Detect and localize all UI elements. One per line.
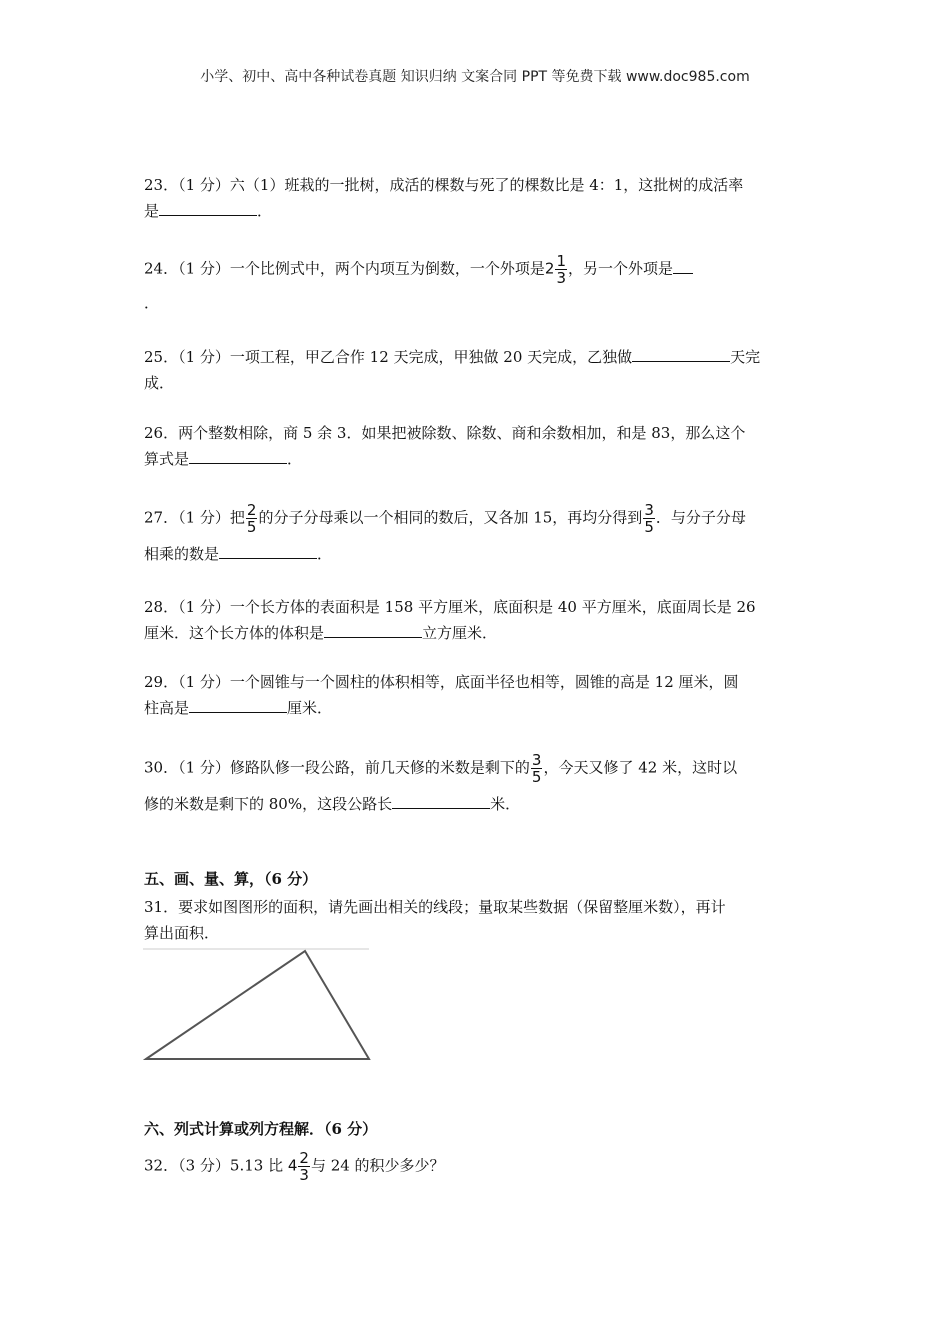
fraction: $\frac{2}{5}$ bbox=[246, 501, 257, 536]
question-24-line2: ． bbox=[144, 294, 160, 312]
fraction: $\frac{3}{5}$ bbox=[531, 751, 542, 786]
fraction: $\frac{2}{3}$ bbox=[299, 1149, 309, 1184]
question-26-line1: 26．两个整数相除，商 5 余 3．如果把被除数、除数、商和余数相加，和是 83，那么这个 bbox=[144, 424, 746, 442]
question-29-line2: 柱高是 厘米． bbox=[144, 695, 809, 721]
answer-blank[interactable] bbox=[673, 257, 693, 274]
question-23 bbox=[144, 172, 809, 224]
answer-blank[interactable] bbox=[159, 199, 257, 216]
triangle-shape bbox=[146, 951, 369, 1059]
answer-blank[interactable] bbox=[189, 696, 287, 713]
answer-blank[interactable] bbox=[189, 447, 287, 464]
question-28 bbox=[144, 594, 809, 646]
question-32 bbox=[144, 1150, 809, 1183]
question-30-line1: 30．（1 分）修路队修一段公路，前几天修的米数是剩下的 $\frac{3}{5}$ ，今天又修了 42 米，这时以 bbox=[144, 751, 738, 786]
fraction: $\frac{3}{5}$ bbox=[644, 501, 654, 536]
question-25-line2: 成． bbox=[144, 374, 175, 392]
question-31-line1: 31．要求如图图形的面积，请先画出相关的线段；量取某些数据（保留整厘米数），再计 bbox=[144, 898, 726, 916]
section-6-title: 六、列式计算或列方程解．（6 分） bbox=[144, 1120, 378, 1138]
question-25 bbox=[144, 344, 809, 396]
question-24-line1: 24．（1 分）一个比例式中，两个内项互为倒数，一个外项是2 $\frac{1}{3}$ ，另一个外项是 bbox=[144, 253, 809, 286]
question-23-line2: 是 ． bbox=[144, 198, 809, 224]
answer-blank[interactable] bbox=[219, 542, 317, 559]
question-29 bbox=[144, 669, 809, 721]
question-27-line1: 27．（1 分）把 $\frac{2}{5}$ 的分子分母乘以一个相同的数后，又各加 15，再均分得到 $\frac{3}{5}$ ．与分子分母 bbox=[144, 501, 746, 536]
triangle-figure bbox=[143, 944, 375, 1066]
question-25-line1: 25．（1 分）一项工程，甲乙合作 12 天完成，甲独做 20 天完成，乙独做 天完 bbox=[144, 344, 809, 370]
page-header: 小学、初中、高中各种试卷真题 知识归纳 文案合同 PPT 等免费下载 www.doc985.com bbox=[200, 69, 750, 85]
question-27-line2: 相乘的数是 ． bbox=[144, 541, 809, 567]
answer-blank[interactable] bbox=[632, 345, 730, 362]
section-5-title: 五、画、量、算，（6 分） bbox=[144, 870, 318, 888]
question-28-line2: 厘米．这个长方体的体积是 立方厘米． bbox=[144, 620, 809, 646]
question-30-line2: 修的米数是剩下的 80%，这段公路长 米． bbox=[144, 791, 809, 817]
question-31 bbox=[144, 894, 809, 946]
question-31-line2: 算出面积． bbox=[144, 924, 220, 942]
fraction: $\frac{1}{3}$ bbox=[556, 252, 566, 287]
answer-blank[interactable] bbox=[324, 621, 422, 638]
question-29-line1: 29．（1 分）一个圆锥与一个圆柱的体积相等，底面半径也相等，圆锥的高是 12 厘米，圆 bbox=[144, 673, 739, 691]
question-30 bbox=[144, 752, 809, 817]
question-26 bbox=[144, 420, 809, 472]
question-27 bbox=[144, 502, 809, 567]
question-23-line1: 23．（1 分）六（1）班栽的一批树，成活的棵数与死了的棵数比是 4：1，这批树的成活率 bbox=[144, 176, 744, 194]
question-32-line1: 32．（3 分）5.13 比 4 $\frac{2}{3}$ 与 24 的积少多少？ bbox=[144, 1149, 445, 1184]
question-24 bbox=[144, 253, 809, 316]
question-28-line1: 28．（1 分）一个长方体的表面积是 158 平方厘米，底面积是 40 平方厘米，底面周长是 26 bbox=[144, 598, 756, 616]
question-26-line2: 算式是 ． bbox=[144, 446, 809, 472]
answer-blank[interactable] bbox=[392, 792, 490, 809]
